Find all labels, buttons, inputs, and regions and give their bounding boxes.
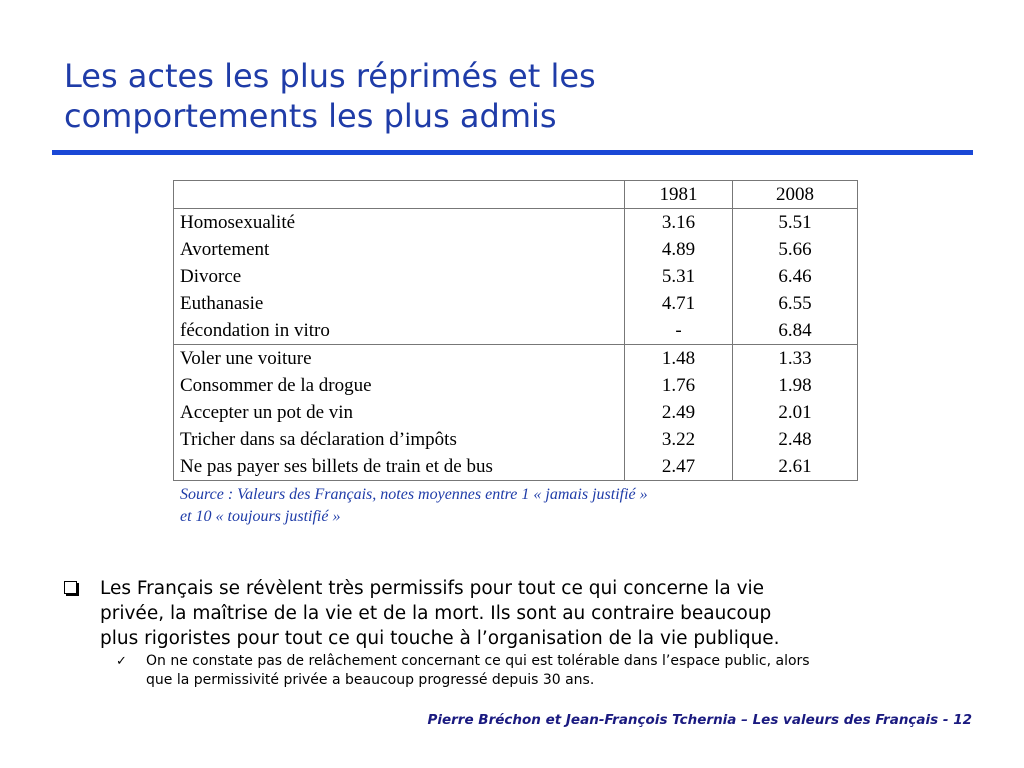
source-line-2: et 10 « toujours justifié » bbox=[180, 508, 341, 525]
table-row bbox=[174, 317, 858, 345]
sub-bullet bbox=[116, 652, 976, 690]
row-value-2008: 2.01 bbox=[733, 399, 858, 426]
header-2008-cell: 2008 bbox=[733, 181, 858, 209]
checkmark-icon: ✓ bbox=[116, 654, 127, 669]
row-value-2008: 2.48 bbox=[733, 426, 858, 453]
main-bullet-line-3: plus rigoristes pour tout ce qui touche à l’organisation de la vie publique. bbox=[100, 628, 780, 649]
row-label: Avortement bbox=[174, 236, 625, 263]
slide-footer: Pierre Bréchon et Jean-François Tchernia – Les valeurs des Français - 12 bbox=[427, 712, 972, 728]
source-line-1: Source : Valeurs des Français, notes moyennes entre 1 « jamais justifié » bbox=[180, 486, 648, 503]
values-table-wrapper bbox=[173, 180, 858, 481]
row-value-2008: 6.55 bbox=[733, 290, 858, 317]
sub-bullet-text bbox=[146, 652, 976, 690]
table-row bbox=[174, 345, 858, 373]
row-value-2008: 1.33 bbox=[733, 345, 858, 373]
square-bullet-icon bbox=[64, 581, 77, 594]
main-bullet-line-1: Les Français se révèlent très permissifs pour tout ce qui concerne la vie bbox=[100, 578, 765, 599]
table-header-row bbox=[174, 181, 858, 209]
row-label: Homosexualité bbox=[174, 209, 625, 237]
row-value-2008: 2.61 bbox=[733, 453, 858, 481]
table-row bbox=[174, 263, 858, 290]
row-value-1981: 3.16 bbox=[625, 209, 733, 237]
main-bullet bbox=[64, 576, 964, 651]
row-value-2008: 1.98 bbox=[733, 372, 858, 399]
row-value-1981: 1.48 bbox=[625, 345, 733, 373]
row-value-1981: - bbox=[625, 317, 733, 345]
table-row bbox=[174, 209, 858, 237]
row-value-2008: 5.51 bbox=[733, 209, 858, 237]
values-table bbox=[173, 180, 858, 481]
row-label: Voler une voiture bbox=[174, 345, 625, 373]
row-value-1981: 3.22 bbox=[625, 426, 733, 453]
row-label: Tricher dans sa déclaration d’impôts bbox=[174, 426, 625, 453]
row-label: fécondation in vitro bbox=[174, 317, 625, 345]
row-value-1981: 4.89 bbox=[625, 236, 733, 263]
sub-bullet-line-1: On ne constate pas de relâchement concernant ce qui est tolérable dans l’espace public, alors bbox=[146, 653, 810, 669]
title-divider bbox=[52, 150, 973, 155]
table-source-note bbox=[180, 484, 648, 528]
row-label: Accepter un pot de vin bbox=[174, 399, 625, 426]
table-row bbox=[174, 453, 858, 481]
table-row bbox=[174, 236, 858, 263]
header-label-cell bbox=[174, 181, 625, 209]
table-row bbox=[174, 426, 858, 453]
row-value-1981: 1.76 bbox=[625, 372, 733, 399]
slide-title-line-2: comportements les plus admis bbox=[64, 97, 557, 135]
row-value-2008: 6.46 bbox=[733, 263, 858, 290]
row-value-1981: 2.47 bbox=[625, 453, 733, 481]
sub-bullet-line-2: que la permissivité privée a beaucoup progressé depuis 30 ans. bbox=[146, 672, 595, 688]
row-label: Consommer de la drogue bbox=[174, 372, 625, 399]
row-label: Euthanasie bbox=[174, 290, 625, 317]
slide-title-line-1: Les actes les plus réprimés et les bbox=[64, 57, 596, 95]
slide-title bbox=[64, 56, 964, 136]
main-bullet-text bbox=[100, 576, 964, 651]
row-value-1981: 2.49 bbox=[625, 399, 733, 426]
header-1981-cell: 1981 bbox=[625, 181, 733, 209]
main-bullet-line-2: privée, la maîtrise de la vie et de la mort. Ils sont au contraire beaucoup bbox=[100, 603, 772, 624]
table-row bbox=[174, 399, 858, 426]
row-value-1981: 5.31 bbox=[625, 263, 733, 290]
row-value-1981: 4.71 bbox=[625, 290, 733, 317]
row-value-2008: 5.66 bbox=[733, 236, 858, 263]
table-row bbox=[174, 372, 858, 399]
row-label: Ne pas payer ses billets de train et de bus bbox=[174, 453, 625, 481]
row-label: Divorce bbox=[174, 263, 625, 290]
row-value-2008: 6.84 bbox=[733, 317, 858, 345]
table-row bbox=[174, 290, 858, 317]
